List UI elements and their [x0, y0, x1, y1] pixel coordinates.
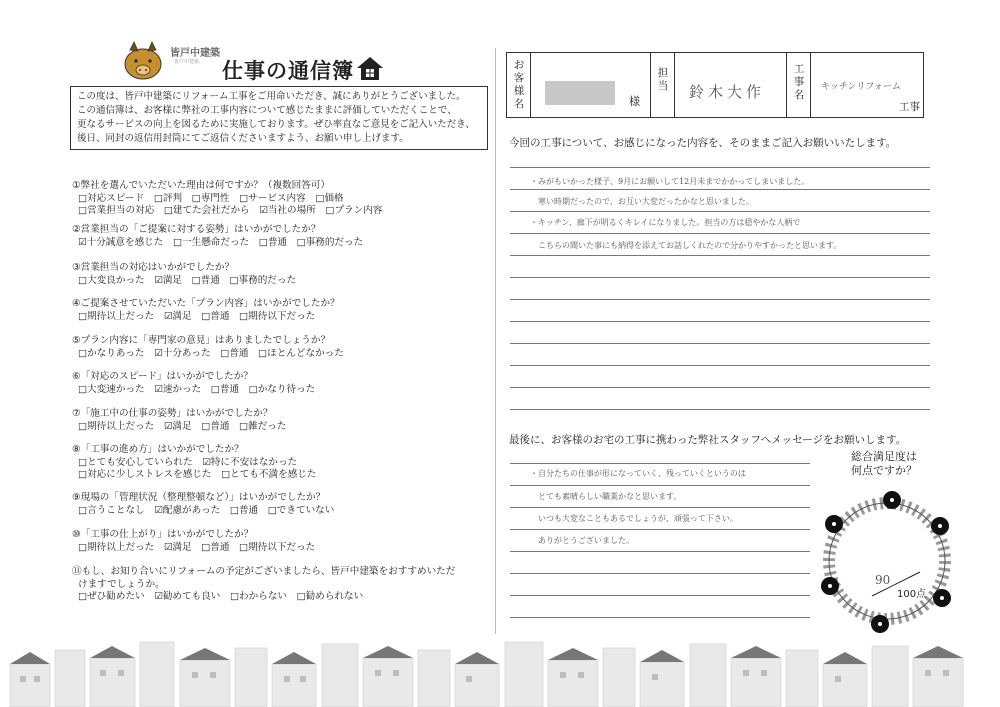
rule-line [510, 387, 930, 388]
question-title: ⑩「工事の仕上がり」はいかがでしたか？ [72, 529, 254, 540]
intro-line: この度は、皆戸中建築にリフォーム工事をご用命いただき、誠にありがとうございました。 [77, 91, 466, 102]
work-name-cell[interactable] [811, 53, 925, 117]
score-value[interactable]: 90 [875, 573, 891, 587]
question-title: ③営業担当の対応はいかがでしたか？ [72, 262, 235, 273]
message-line: ・自分たちの仕事が形になっていく、残っていくというのは [530, 469, 746, 478]
question-title-cont: けますでしょうか。 [78, 578, 165, 590]
question-3 [72, 262, 296, 287]
question-options[interactable]: □ぜひ勧めたい ☑勧めても良い □わからない □勧められない [78, 591, 364, 602]
question-options[interactable]: □大変速かった ☑速かった □普通 □かなり待った [78, 383, 316, 395]
company-logo [118, 28, 218, 86]
logo-tagline: 皆戸中建築 [174, 59, 200, 65]
intro-line: 後日、同封の返信用封筒にてご返信くださいますよう、お願い申し上げます。 [77, 133, 409, 144]
score-question-line: 何点ですか？ [851, 464, 917, 477]
rule-line [510, 617, 810, 618]
intro-line: 更なるサービスの向上を図るために実施しております。ぜひ率直なご意見をご記入いただき、 [77, 119, 475, 130]
rule-line [510, 189, 930, 190]
comment-line: こちらの聞いた事にも納得を添えてお話しくれたので分かりやすかったと思います。 [538, 241, 842, 250]
question-11 [72, 566, 455, 604]
question-options[interactable]: □かなりあった ☑十分あった □普通 □ほとんどなかった [78, 347, 344, 359]
question-title: ⑨現場の「管理状況（整理整頓など）」はいかがでしたか？ [72, 492, 326, 503]
page-title: 仕事の通信簿 [222, 59, 354, 83]
town-skyline-decoration [0, 628, 1000, 707]
rule-line [510, 551, 810, 552]
question-options[interactable]: □とても安心していられた ☑特に不安はなかった [78, 456, 298, 468]
question-options[interactable]: □言うことなし ☑配慮があった □普通 □できていない [78, 504, 335, 516]
rule-line [510, 233, 930, 234]
rule-line [510, 255, 930, 256]
rule-line [510, 365, 930, 366]
question-title: ④ご提案させていただいた「プラン内容」はいかがでしたか？ [72, 298, 340, 309]
score-question-line: 総合満足度は [851, 450, 917, 463]
rule-line [510, 343, 930, 344]
rule-line [510, 529, 810, 530]
question-title: ②営業担当の「ご提案に対する姿勢」はいかがでしたか？ [72, 224, 321, 235]
customer-info-box [506, 52, 924, 118]
house-icon [355, 55, 385, 81]
question-title: ⑪もし、お知り合いにリフォームの予定がございましたら、皆戸中建築をおすすめいただ [72, 566, 456, 577]
customer-name-cell[interactable] [531, 53, 651, 117]
logo-text: 皆戸中建築 [170, 48, 220, 59]
rule-line [510, 211, 930, 212]
score-question [844, 450, 924, 478]
rule-line [510, 507, 810, 508]
message-line: とても素晴らしい職業かなと思います。 [538, 492, 682, 501]
staff-label-cell [651, 53, 675, 117]
work-suffix: 工事 [899, 101, 920, 113]
sama-label: 様 [629, 95, 640, 108]
rule-line [510, 277, 930, 278]
message-prompt: 最後に、お客様のお宅の工事に携わった弊社スタッフへメッセージをお願いします。 [509, 434, 907, 446]
staff-name: 鈴木大作 [689, 83, 766, 101]
work-label-cell [787, 53, 811, 117]
boar-mascot-icon [118, 34, 168, 84]
rule-line [510, 167, 930, 168]
question-options[interactable]: □期待以上だった ☑満足 □普通 □期待以下だった [78, 310, 316, 322]
message-line: ありがとうございました。 [538, 536, 634, 545]
question-title: ①弊社を選んでいただいた理由は何ですか？（複数回答可） [72, 180, 331, 191]
comments-prompt: 今回の工事について、お感じになった内容を、そのままご記入お願いいたします。 [509, 137, 897, 149]
intro-box [70, 86, 488, 150]
question-title: ⑥「対応のスピード」はいかがでしたか？ [72, 371, 253, 382]
question-options[interactable]: ☑十分誠意を感じた □一生懸命だった □普通 □事務的だった [78, 236, 364, 248]
question-options[interactable]: □期待以上だった ☑満足 □普通 □期待以下だった [78, 541, 316, 553]
work-name: キッチンリフォーム [821, 82, 901, 92]
question-10 [72, 529, 315, 554]
rule-line [510, 409, 930, 410]
customer-label-cell [507, 53, 531, 117]
question-8 [72, 444, 317, 482]
intro-line: この通信簿は、お客様に弊社の工事内容について感じたままに評価していただくことで、 [77, 105, 457, 116]
customer-label: お客様名 [513, 59, 525, 110]
question-6 [72, 371, 315, 396]
rule-line [510, 573, 810, 574]
question-2 [72, 224, 363, 249]
work-label: 工事名 [793, 63, 805, 101]
staff-name-cell[interactable] [675, 53, 787, 117]
score-max: 100点 [897, 589, 927, 600]
question-9 [72, 492, 334, 517]
rule-line [510, 321, 930, 322]
rule-line [510, 463, 810, 464]
rule-line [510, 485, 810, 486]
rule-line [510, 299, 930, 300]
question-title: ⑤プラン内容に「専門家の意見」はありましたでしょうか？ [72, 335, 331, 346]
staff-label: 担当 [657, 67, 669, 92]
question-options[interactable]: □期待以上だった ☑満足 □普通 □雑だった [78, 420, 287, 432]
question-5 [72, 335, 344, 360]
question-4 [72, 298, 340, 323]
question-7 [72, 408, 286, 433]
question-title: ⑦「施工中の仕事の姿勢」はいかがでしたか？ [72, 408, 273, 419]
redacted-name [545, 81, 615, 105]
comment-line: 寒い時期だったので、お互い大変だったかなと思いました。 [538, 197, 754, 206]
question-options[interactable]: □対応に少しストレスを感じた □とても不満を感じた [78, 469, 317, 480]
rule-line [510, 595, 810, 596]
question-options[interactable]: □営業担当の対応 □建てた会社だから ☑当社の場所 □プラン内容 [78, 205, 383, 216]
message-line: いつも大変なこともあるでしょうが、頑張って下さい。 [538, 514, 738, 523]
flower-wreath [812, 486, 962, 636]
question-1 [72, 180, 382, 218]
comment-line: ・キッチン、廊下が明るくキレイになりました。担当の方は穏やかな人柄で [530, 218, 801, 227]
question-options[interactable]: □大変良かった ☑満足 □普通 □事務的だった [78, 274, 297, 286]
question-title: ⑧「工事の進め方」はいかがでしたか？ [72, 444, 244, 455]
center-divider [495, 48, 496, 634]
comment-line: ・みがもいかった様子、9月にお願いして12月未までかかってしまいました。 [530, 177, 810, 186]
question-options[interactable]: □対応スピード □評判 □専門性 □サービス内容 □価格 [78, 192, 344, 204]
